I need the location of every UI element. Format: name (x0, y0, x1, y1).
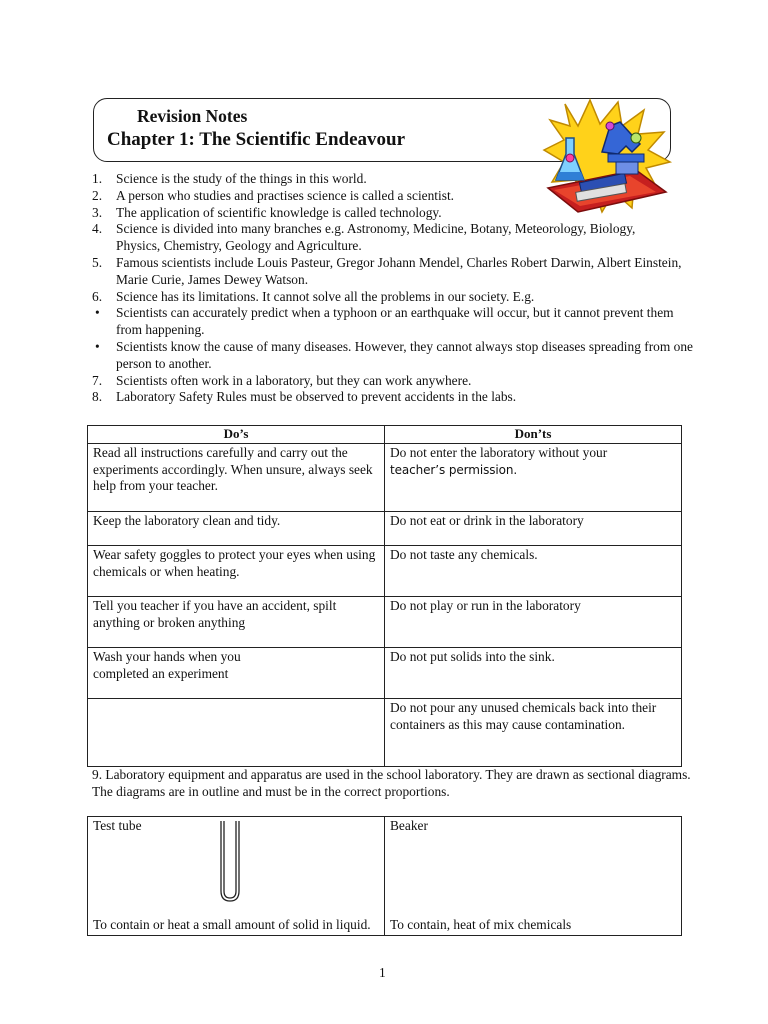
equipment-use: To contain or heat a small amount of solid in liquid. (93, 917, 371, 933)
point-9-paragraph: 9. Laboratory equipment and apparatus are used in the school laboratory. They are drawn as sectional diagrams. The diagrams are in outline and must be in the correct proportions. (92, 767, 691, 799)
do-cell: Keep the laboratory clean and tidy. (88, 511, 385, 545)
dont-cell: Do not taste any chemicals. (385, 545, 682, 596)
page-title: Revision Notes (137, 106, 248, 126)
table-row (88, 817, 682, 936)
do-cell: Read all instructions carefully and carry out the experiments accordingly. When unsure, always seek help from your teacher. (88, 443, 385, 511)
do-cell: Tell you teacher if you have an accident, spilt anything or broken anything (88, 596, 385, 647)
list-item: 7. Scientists often work in a laboratory, but they can work anywhere. (92, 372, 472, 388)
equipment-cell (385, 817, 682, 936)
dont-cell: Do not enter the laboratory without your teacher’s permission. (385, 443, 682, 511)
table-row (88, 596, 682, 647)
equipment-name: Test tube (93, 818, 142, 833)
equipment-name: Beaker (390, 818, 428, 833)
safety-rules-table (87, 425, 682, 767)
donts-header: Don’ts (385, 426, 682, 444)
list-item: 8. Laboratory Safety Rules must be observed to prevent accidents in the labs. (92, 389, 517, 405)
list-item: 4. Science is divided into many branches e.g. Astronomy, Medicine, Botany, Meteorology, Biology, Physics, Chemistry, Geology and Agriculture. (92, 221, 636, 254)
dont-cell: Do not eat or drink in the laboratory (385, 511, 682, 545)
do-cell: Wear safety goggles to protect your eyes when using chemicals or when heating. (88, 545, 385, 596)
dont-cell: Do not put solids into the sink. (385, 647, 682, 698)
dont-cell: Do not play or run in the laboratory (385, 596, 682, 647)
list-item: • Scientists know the cause of many diseases. However, they cannot always stop diseases spreading from one person to another. (95, 338, 693, 371)
notes-list (92, 171, 692, 406)
table-row (88, 647, 682, 698)
list-item: 3. The application of scientific knowledge is called technology. (92, 204, 442, 220)
equipment-use: To contain, heat of mix chemicals (390, 917, 572, 933)
page-number: 1 (379, 965, 386, 980)
list-item: 5. Famous scientists include Louis Pasteur, Gregor Johann Mendel, Charles Robert Darwin, Albert Einstein, Marie Curie, James Dewey Watson. (92, 254, 682, 287)
list-item: 6. Science has its limitations. It cannot solve all the problems in our society. E.g. (92, 288, 535, 304)
table-row (88, 511, 682, 545)
test-tube-icon (218, 819, 242, 905)
dont-cell: Do not pour any unused chemicals back into their containers as this may cause contamination. (385, 698, 682, 766)
do-cell (88, 698, 385, 766)
list-item: 2. A person who studies and practises science is called a scientist. (92, 187, 455, 203)
table-row (88, 443, 682, 511)
list-item: • Scientists can accurately predict when a typhoon or an earthquake will occur, but it cannot prevent them from happening. (95, 305, 674, 338)
bullet-icon: • (95, 305, 100, 321)
chapter-title: Chapter 1: The Scientific Endeavour (107, 129, 406, 150)
table-row (88, 698, 682, 766)
equipment-cell (88, 817, 385, 936)
bullet-icon: • (95, 338, 100, 354)
list-item: 1. Science is the study of the things in this world. (92, 171, 367, 186)
dos-header: Do’s (88, 426, 385, 444)
table-row (88, 545, 682, 596)
table-header-row (88, 426, 682, 444)
equipment-table (87, 816, 682, 936)
do-cell: Wash your hands when you completed an experiment (88, 647, 385, 698)
